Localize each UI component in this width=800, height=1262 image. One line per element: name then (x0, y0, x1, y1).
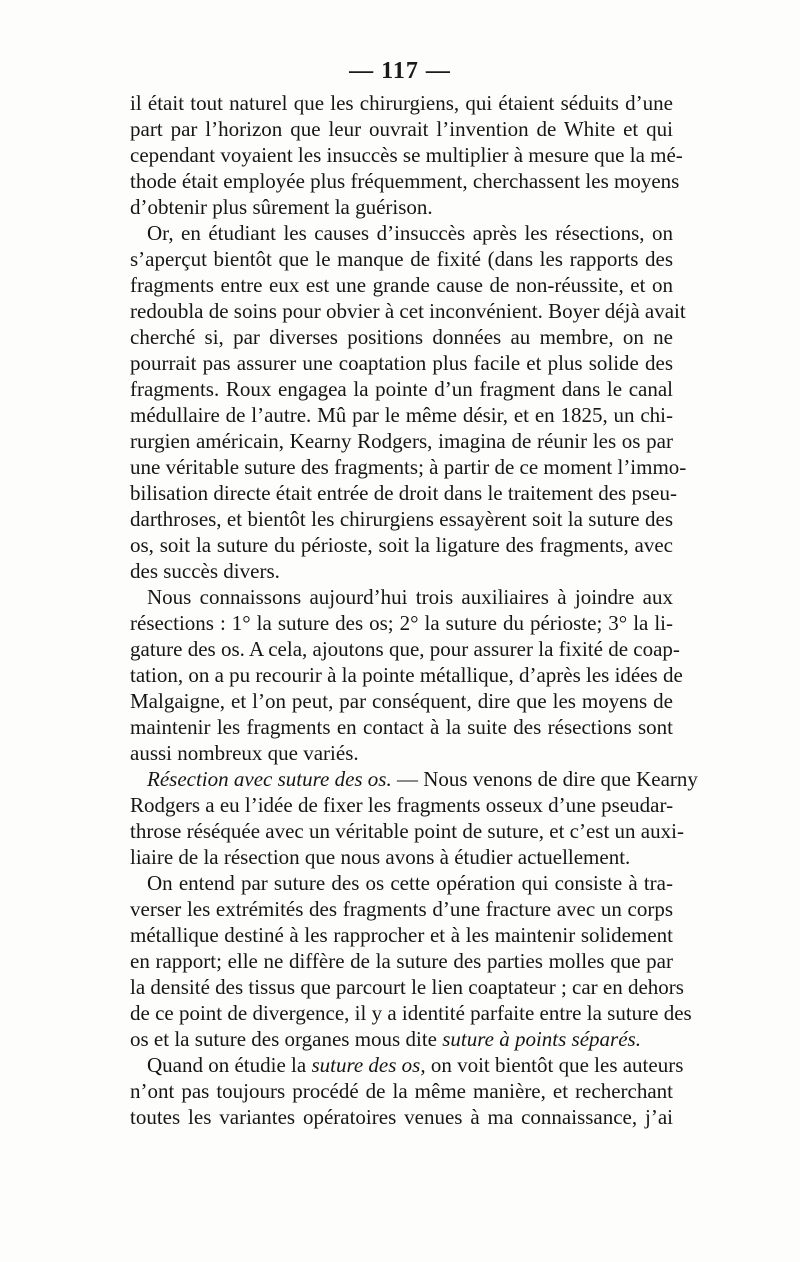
text-line: thode était employée plus fréquemment, cherchassent les moyens (130, 169, 680, 193)
text-line: cherché si, par diverses positions données au membre, on ne (130, 325, 673, 349)
text-line: liaire de la résection que nous avons à étudier actuellement. (130, 845, 631, 869)
paragraph-start-line: On entend par suture des os cette opération qui consiste à tra- (147, 871, 673, 895)
text-line: fragments entre eux est une grande cause de non-réussite, et on (130, 273, 673, 297)
section-heading: Résection avec suture des os. (147, 767, 392, 791)
text-line: en rapport; elle ne diffère de la suture des parties molles que par (130, 949, 673, 973)
text-line: Malgaigne, et l’on peut, par conséquent, dire que les moyens de (130, 689, 673, 713)
paragraph-start-line: Nous connaissons aujourd’hui trois auxiliaires à joindre aux (147, 585, 673, 609)
text-line: os, soit la suture du périoste, soit la ligature des fragments, avec (130, 533, 673, 557)
text-line: la densité des tissus que parcourt le lien coaptateur ; car en dehors (130, 975, 684, 999)
text-line: de ce point de divergence, il y a identité parfaite entre la suture des (130, 1001, 692, 1025)
text-line: cependant voyaient les insuccès se multiplier à mesure que la mé- (130, 143, 683, 167)
text-line: fragments. Roux engagea la pointe d’un fragment dans le canal (130, 377, 673, 401)
text-line: rurgien américain, Kearny Rodgers, imagina de réunir les os par (130, 429, 673, 453)
text-line: pourrait pas assurer une coaptation plus facile et plus solide des (130, 351, 673, 375)
text-line: Rodgers a eu l’idée de fixer les fragments osseux d’une pseudar- (130, 793, 674, 817)
text-segment: Quand on étudie la (147, 1053, 307, 1077)
text-line: s’aperçut bientôt que le manque de fixité (dans les rapports des (130, 247, 673, 271)
text-line: tation, on a pu recourir à la pointe métallique, d’après les idées de (130, 663, 683, 687)
italic-term: suture à points séparés. (442, 1027, 641, 1051)
text-line: toutes les variantes opératoires venues à ma connaissance, j’ai (130, 1105, 673, 1129)
text-line: métallique destiné à les rapprocher et à les maintenir solidement (130, 923, 673, 947)
italic-term: suture des os, (311, 1053, 426, 1077)
text-line: n’ont pas toujours procédé de la même manière, et recherchant (130, 1079, 673, 1103)
paragraph-start-line (147, 1052, 684, 1078)
text-line: part par l’horizon que leur ouvrait l’invention de White et qui (130, 117, 673, 141)
section-heading-continuation: — Nous venons de dire que Kearny (396, 767, 698, 791)
text-line: médullaire de l’autre. Mû par le même désir, et en 1825, un chi- (130, 403, 673, 427)
text-line: bilisation directe était entrée de droit dans le traitement des pseu- (130, 481, 677, 505)
text-segment: os et la suture des organes mous dite (130, 1027, 437, 1051)
text-line (130, 1026, 673, 1052)
text-line: aussi nombreux que variés. (130, 741, 359, 765)
text-line: verser les extrémités des fragments d’une fracture avec un corps (130, 897, 673, 921)
paragraph-start-line: Or, en étudiant les causes d’insuccès après les résections, on (147, 221, 673, 245)
section-heading-line (147, 766, 698, 792)
text-line: d’obtenir plus sûrement la guérison. (130, 195, 433, 219)
text-segment: on voit bientôt que les auteurs (430, 1053, 684, 1077)
text-line: des succès divers. (130, 559, 280, 583)
page-number: — 117 — (349, 58, 451, 84)
text-line: gature des os. A cela, ajoutons que, pour assurer la fixité de coap- (130, 637, 680, 661)
text-line: throse réséquée avec un véritable point de suture, et c’est un auxi- (130, 819, 684, 843)
text-line: maintenir les fragments en contact à la suite des résections sont (130, 715, 673, 739)
text-line: une véritable suture des fragments; à partir de ce moment l’immo- (130, 455, 687, 479)
text-line: redoubla de soins pour obvier à cet inconvénient. Boyer déjà avait (130, 299, 686, 323)
text-line: darthroses, et bientôt les chirurgiens essayèrent soit la suture des (130, 507, 673, 531)
text-line: résections : 1° la suture des os; 2° la suture du périoste; 3° la li- (130, 611, 673, 635)
text-line: il était tout naturel que les chirurgiens, qui étaient séduits d’une (130, 91, 673, 115)
